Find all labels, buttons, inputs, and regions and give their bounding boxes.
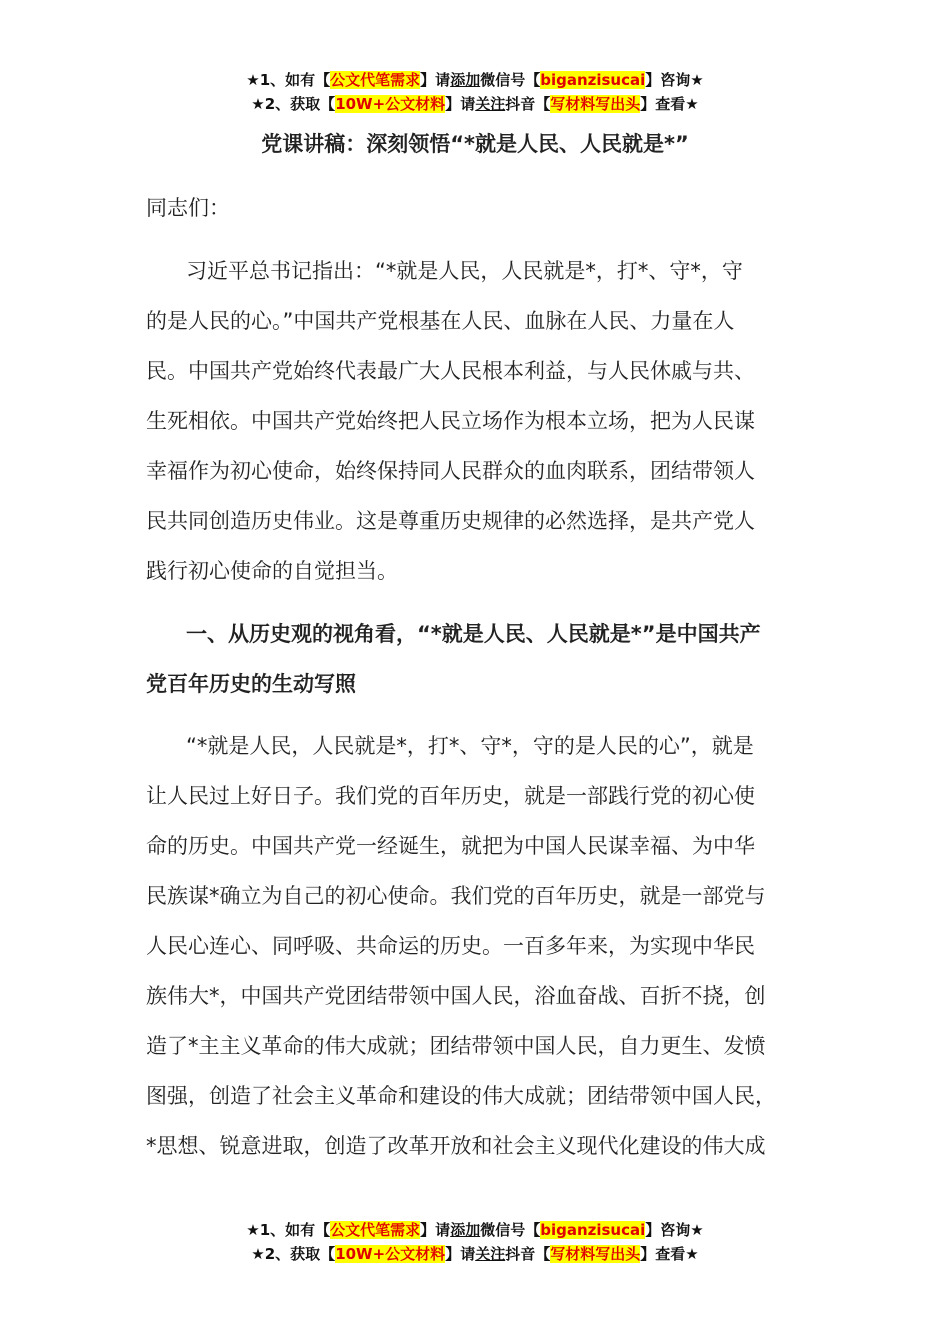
promo-underlined-text: 关注 xyxy=(475,95,506,113)
promo-text: ★2、获取【 xyxy=(251,95,336,113)
promo-highlight: biganzisucai xyxy=(540,1221,646,1239)
heading-line: 一、从历史观的视角看，“*就是人民、人民就是*”是中国共产 xyxy=(186,622,761,646)
promo-text: ★1、如有【 xyxy=(246,1221,331,1239)
paragraph-line: 幸福作为初心使命，始终保持同人民群众的血肉联系，团结带领人 xyxy=(146,459,755,483)
promo-highlight: 10W+公文材料 xyxy=(335,1245,446,1263)
promo-text: 】查看★ xyxy=(640,1245,699,1263)
document-title: 党课讲稿：深刻领悟“*就是人民、人民就是*” xyxy=(261,132,689,156)
paragraph-line: 生死相依。中国共产党始终把人民立场作为根本立场，把为人民谋 xyxy=(146,409,755,433)
promo-text: ★2、获取【 xyxy=(251,1245,336,1263)
promo-text: 】请 xyxy=(445,95,476,113)
promo-text: 微信号【 xyxy=(480,71,541,89)
paragraph-line: 族伟大*，中国共产党团结带领中国人民，浴血奋战、百折不挠，创 xyxy=(146,984,766,1008)
promo-text: 微信号【 xyxy=(480,1221,541,1239)
promo-underlined-text: 添加 xyxy=(450,71,481,89)
promo-banner-bottom xyxy=(0,1218,950,1266)
promo-text: 】查看★ xyxy=(640,95,699,113)
promo-highlight: 10W+公文材料 xyxy=(335,95,446,113)
paragraph-line: 命的历史。中国共产党一经诞生，就把为中国人民谋幸福、为中华 xyxy=(146,834,755,858)
promo-line-2 xyxy=(0,1242,950,1266)
promo-text: 】请 xyxy=(420,1221,451,1239)
promo-line-2 xyxy=(0,92,950,116)
promo-highlight: biganzisucai xyxy=(540,71,646,89)
promo-text: 抖音【 xyxy=(505,1245,551,1263)
promo-highlight: 写材料写出头 xyxy=(550,1245,641,1263)
paragraph-line: 图强，创造了社会主义革命和建设的伟大成就；团结带领中国人民， xyxy=(146,1084,776,1108)
paragraph-line: 人民心连心、同呼吸、共命运的历史。一百多年来，为实现中华民 xyxy=(146,934,755,958)
promo-text: 抖音【 xyxy=(505,95,551,113)
promo-underlined-text: 关注 xyxy=(475,1245,506,1263)
paragraph-line: *思想、锐意进取，创造了改革开放和社会主义现代化建设的伟大成 xyxy=(146,1134,766,1158)
paragraph-line: “*就是人民，人民就是*，打*、守*，守的是人民的心”，就是 xyxy=(186,734,754,758)
paragraph-line: 践行初心使命的自觉担当。 xyxy=(146,559,398,583)
promo-underlined-text: 添加 xyxy=(450,1221,481,1239)
paragraph-line: 的是人民的心。”中国共产党根基在人民、血脉在人民、力量在人 xyxy=(146,309,735,333)
paragraph-line: 造了*主主义革命的伟大成就；团结带领中国人民，自力更生、发愤 xyxy=(146,1034,766,1058)
promo-text: 】请 xyxy=(420,71,451,89)
promo-text: 】咨询★ xyxy=(645,1221,704,1239)
promo-text: 】咨询★ xyxy=(645,71,704,89)
paragraph-line: 民共同创造历史伟业。这是尊重历史规律的必然选择，是共产党人 xyxy=(146,509,755,533)
promo-line-1 xyxy=(0,68,950,92)
promo-text: ★1、如有【 xyxy=(246,71,331,89)
section-heading-1 xyxy=(146,609,820,709)
paragraph-section-1 xyxy=(146,721,820,1171)
promo-line-1 xyxy=(0,1218,950,1242)
promo-highlight: 写材料写出头 xyxy=(550,95,641,113)
paragraph-line: 让人民过上好日子。我们党的百年历史，就是一部践行党的初心使 xyxy=(146,784,755,808)
paragraph-line: 民。中国共产党始终代表最广大人民根本利益，与人民休戚与共、 xyxy=(146,359,755,383)
paragraph-line: 习近平总书记指出：“*就是人民，人民就是*，打*、守*，守 xyxy=(186,259,743,283)
heading-line: 党百年历史的生动写照 xyxy=(146,672,356,696)
promo-highlight: 公文代笔需求 xyxy=(330,1221,421,1239)
paragraph-line: 民族谋*确立为自己的初心使命。我们党的百年历史，就是一部党与 xyxy=(146,884,766,908)
paragraph-intro xyxy=(146,246,820,596)
promo-banner-top xyxy=(0,68,950,116)
promo-highlight: 公文代笔需求 xyxy=(330,71,421,89)
promo-text: 】请 xyxy=(445,1245,476,1263)
salutation: 同志们： xyxy=(146,196,230,220)
